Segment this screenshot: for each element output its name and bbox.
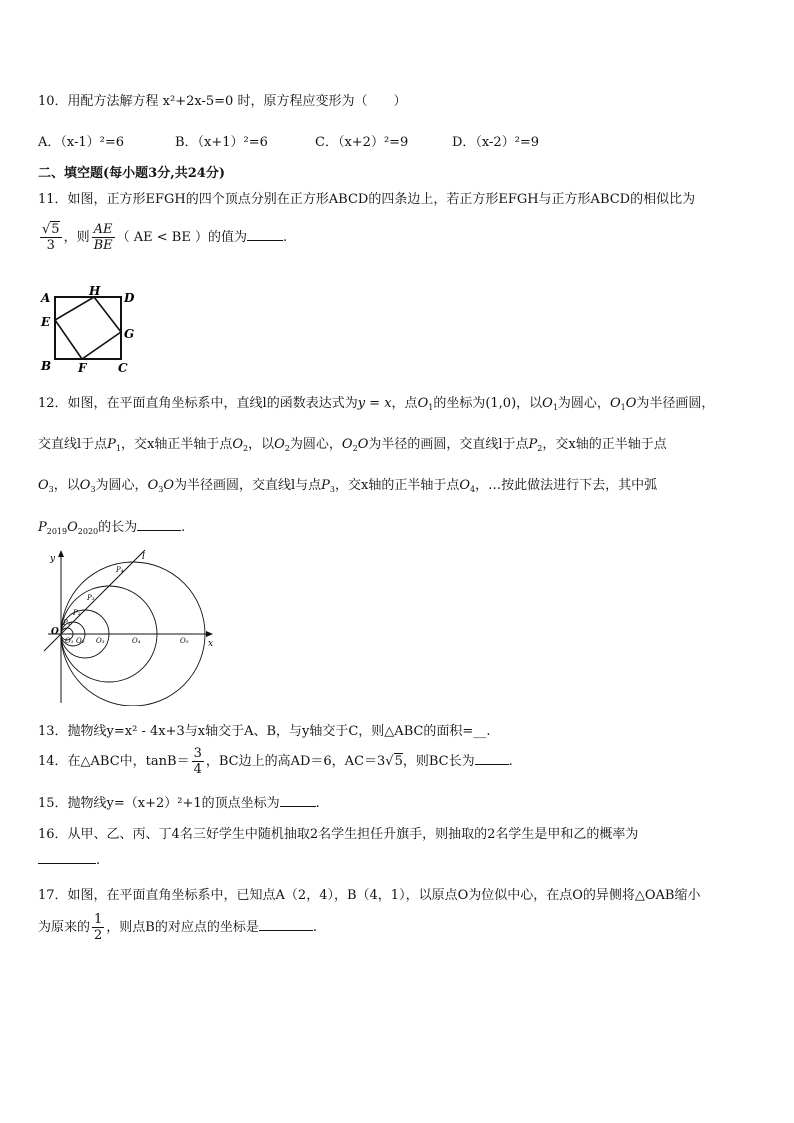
q12-label-o4: O₄ [132, 637, 141, 645]
q11-answer-blank [247, 228, 283, 241]
q10-option-a: A．（x-1）²=6 [38, 135, 125, 150]
q12-label-o2: O₂ [76, 637, 85, 645]
q11-label-h: H [89, 286, 101, 298]
q16-line2: . [38, 851, 100, 868]
q16-line1: 16．从甲、乙、丙、丁4名三好学生中随机抽取2名学生担任升旗手，则抽取的2名学生是甲和乙的概率为 [38, 827, 639, 842]
q12-label-y: y [50, 554, 56, 564]
q12-label-o3: O₃ [96, 637, 105, 645]
q17-fraction: $\frac{1}{2}$ [94, 912, 103, 943]
q10-stem: 10．用配方法解方程 x²+2x-5=0 时，原方程应变形为（ ） [38, 94, 407, 109]
q12-label-o1: O₁ [65, 637, 74, 645]
q14-fraction: $\frac{3}{4}$ [193, 746, 202, 777]
q11-label-a: A [41, 291, 51, 305]
q17-line2: 为原来的 $\frac{1}{2}$ ，则点B的对应点的坐标是 . [38, 912, 317, 943]
q11-label-g: G [124, 327, 135, 341]
q12-line3: $O_3$，以$O_3$为圆心，$O_3O$为半径画圆，交直线l与点$P_3$，交x轴的正半轴于点$O_4$，…按此做法进行下去，其中弧 [38, 478, 658, 494]
section-title: 二、填空题(每小题3分,共24分) [38, 166, 225, 181]
q15: 15．抛物线y=（x+2）²+1的顶点坐标为 . [38, 796, 320, 811]
q11-label-b: B [41, 359, 52, 372]
q12-label-x: x [208, 639, 214, 649]
q17-answer-blank [259, 918, 313, 931]
q12-label-o: O [51, 627, 59, 637]
q11-label-e: E [41, 315, 51, 329]
q14: 14．在△ABC中，tanB＝ $\frac{3}{4}$ ，BC边上的高AD＝6，AC＝3√5，则BC长为 . [38, 746, 513, 777]
q12-label-p2: P₂ [73, 609, 81, 617]
q17-line1: 17．如图，在平面直角坐标系中，已知点A（2，4），B（4，1），以原点O为位似中心，在点O的异侧将△OAB缩小 [38, 888, 701, 903]
q11-ratio: $\frac{AE}{BE}$ [93, 222, 113, 253]
q12-label-p4: P₄ [116, 566, 124, 574]
q16-answer-blank [38, 851, 96, 864]
q11-label-c: C [118, 361, 128, 372]
q12-circles-figure [38, 548, 223, 706]
q10-option-b: B．（x+1）²=6 [175, 135, 268, 150]
q14-answer-blank [475, 752, 509, 765]
q13: 13．抛物线y=x² - 4x+3与x轴交于A、B，与y轴交于C，则△ABC的面积=__. [38, 724, 491, 739]
q11-line2: $\frac{√5}{3}$ ，则 $\frac{AE}{BE}$ （ AE < BE ）的值为 . [42, 222, 288, 253]
q12-label-p1: P₁ [63, 619, 71, 627]
q12-label-l: l [142, 552, 145, 562]
q12-line4: $P_{2019}O_{2020}$的长为 . [38, 520, 186, 536]
q11-line1: 11．如图，正方形EFGH的四个顶点分别在正方形ABCD的四条边上，若正方形EFGH与正方形ABCD的相似比为 [38, 192, 696, 207]
q12-label-p3: P₃ [87, 594, 95, 602]
q11-square-figure [38, 286, 138, 372]
q12-line2: 交直线l于点$P_1$，交x轴正半轴于点$O_2$，以$O_2$为圆心，$O_2O$为半径的画圆，交直线l于点$P_2$，交x轴的正半轴于点 [38, 437, 667, 453]
q11-label-f: F [78, 361, 87, 372]
q11-label-d: D [124, 291, 135, 305]
q12-line1: 12．如图，在平面直角坐标系中，直线l的函数表达式为y = x，点$O_1$的坐标为(1,0)，以$O_1$为圆心，$O_1O$为半径画圆， [38, 396, 715, 412]
q11-sqrt-fraction: $\frac{√5}{3}$ [42, 222, 60, 253]
q12-answer-blank [137, 518, 181, 531]
q15-answer-blank [280, 794, 316, 807]
q10-option-c: C．（x+2）²=9 [315, 135, 409, 150]
q12-label-o5: O₅ [180, 637, 189, 645]
q10-option-d: D．（x-2）²=9 [452, 135, 540, 150]
